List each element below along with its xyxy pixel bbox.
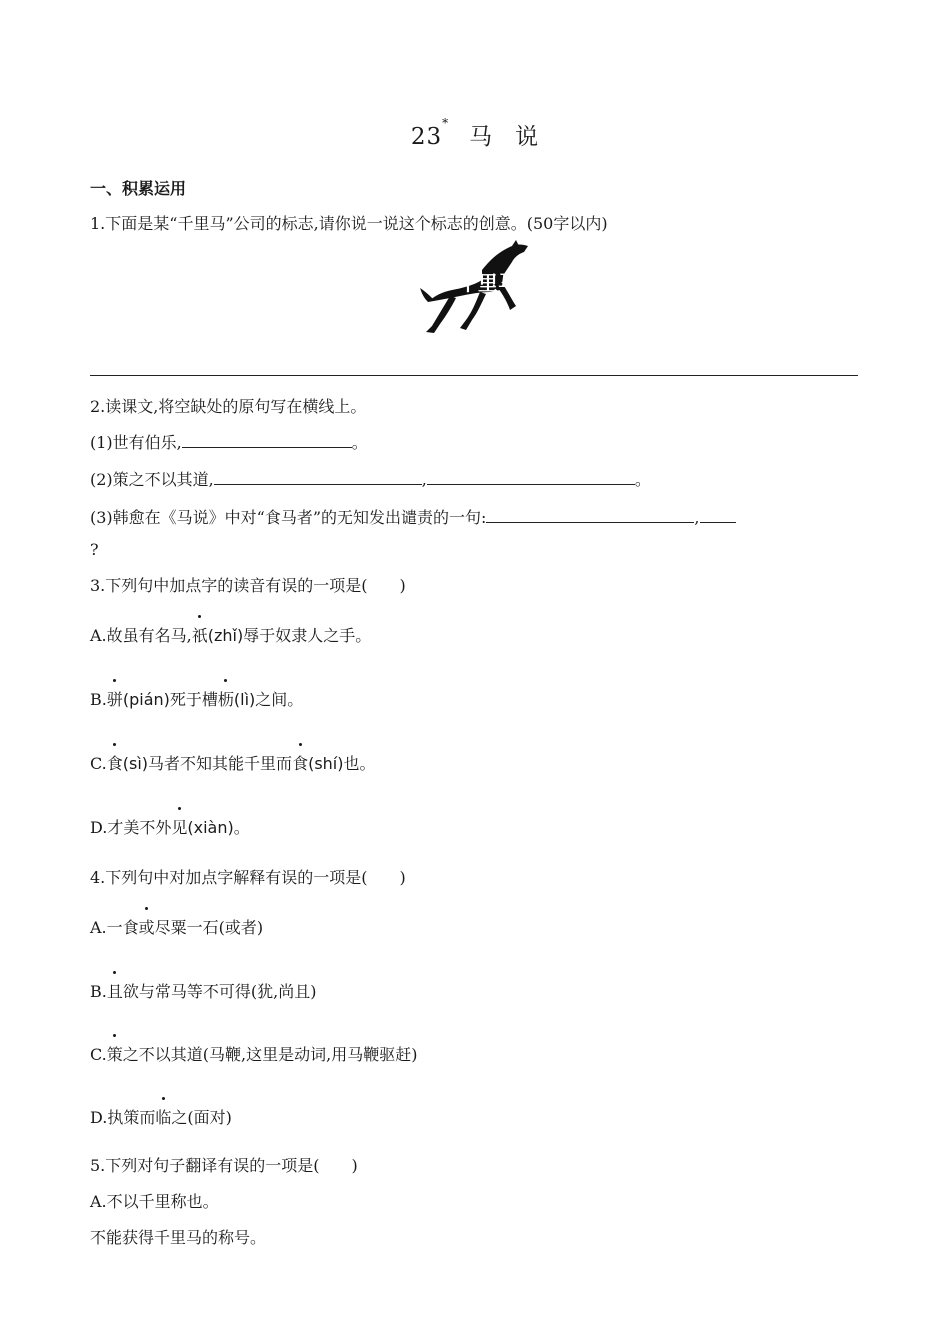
punct: 。 xyxy=(351,433,368,452)
q3-option-b xyxy=(90,687,303,710)
q2-item-2 xyxy=(90,467,651,490)
option-text: A.故虽有名马, xyxy=(90,626,192,645)
option-text: D.才美不外 xyxy=(90,818,172,837)
dotted-char: 骈 xyxy=(107,687,123,710)
q2-item-2-text: (2)策之不以其道, xyxy=(90,470,214,489)
q5-stem: 5.下列对句子翻译有误的一项是( ) xyxy=(90,1156,358,1175)
q5-option-a: A.不以千里称也。 xyxy=(90,1192,219,1211)
punct: 。 xyxy=(634,470,651,489)
q2-item-1-text: (1)世有伯乐, xyxy=(90,433,182,452)
title-word-2: 说 xyxy=(515,124,540,150)
section-heading: 一、积累运用 xyxy=(90,179,187,198)
option-text: 之间。 xyxy=(255,690,304,709)
option-text: B. xyxy=(90,690,107,709)
title-word-1: 马 xyxy=(469,124,494,150)
q4-stem: 4.下列句中对加点字解释有误的一项是( ) xyxy=(90,868,406,887)
option-text: C. xyxy=(90,1045,107,1064)
option-text: 马者不知其能千里而 xyxy=(148,754,293,773)
punct: , xyxy=(421,470,427,489)
dotted-char: 食 xyxy=(292,751,308,774)
option-text: D.执策而 xyxy=(90,1108,156,1127)
q1-stem: 1.下面是某“千里马”公司的标志,请你说一说这个标志的创意。(50字以内) xyxy=(90,214,608,233)
option-text: B. xyxy=(90,982,107,1001)
dotted-char: 策 xyxy=(107,1042,123,1065)
q2-item-3-text: (3)韩愈在《马说》中对“食马者”的无知发出谴责的一句: xyxy=(90,508,487,527)
fill-blank[interactable] xyxy=(182,433,352,448)
option-text: 欲与常马等不可得(犹,尚且) xyxy=(122,982,317,1001)
dotted-char: 或 xyxy=(139,915,155,938)
answer-line xyxy=(90,375,858,376)
pinyin: (xiàn) xyxy=(187,818,234,837)
dotted-char: 祇 xyxy=(192,623,208,646)
logo-text: 千里马 xyxy=(458,271,518,295)
q2-item-3-end: ? xyxy=(90,540,99,559)
fill-blank[interactable] xyxy=(700,508,736,523)
q2-stem: 2.读课文,将空缺处的原句写在横线上。 xyxy=(90,397,367,416)
q4-option-a xyxy=(90,915,263,938)
q4-option-c xyxy=(90,1042,417,1065)
q3-option-a xyxy=(90,623,371,646)
q2-item-3 xyxy=(90,505,736,528)
q3-option-d xyxy=(90,815,250,838)
dotted-char: 且 xyxy=(107,979,123,1002)
q5-option-a-translation: 不能获得千里马的称号。 xyxy=(90,1228,267,1247)
dotted-char: 枥 xyxy=(218,687,234,710)
q4-option-b xyxy=(90,979,316,1002)
option-text: 尽粟一石(或者) xyxy=(154,918,264,937)
lesson-mark: * xyxy=(442,116,450,130)
pinyin: (lì) xyxy=(233,690,256,709)
lesson-number: 23 xyxy=(410,124,443,150)
horse-logo-image xyxy=(420,240,535,336)
fill-blank[interactable] xyxy=(214,470,422,485)
fill-blank[interactable] xyxy=(486,508,694,523)
pinyin: (zhǐ) xyxy=(207,626,244,645)
option-text: 之(面对) xyxy=(171,1108,232,1127)
fill-blank[interactable] xyxy=(427,470,635,485)
pinyin: (shí) xyxy=(308,754,344,773)
q2-item-1 xyxy=(90,430,368,453)
page-title xyxy=(0,118,950,151)
pinyin: (pián) xyxy=(122,690,170,709)
option-text: C. xyxy=(90,754,107,773)
dotted-char: 见 xyxy=(171,815,187,838)
option-text: 辱于奴隶人之手。 xyxy=(243,626,372,645)
pinyin: (sì) xyxy=(122,754,149,773)
option-text: 死于槽 xyxy=(169,690,218,709)
option-text: 也。 xyxy=(343,754,376,773)
q3-stem: 3.下列句中加点字的读音有误的一项是( ) xyxy=(90,576,406,595)
option-text: 。 xyxy=(233,818,250,837)
q4-option-d xyxy=(90,1105,232,1128)
option-text: 之不以其道(马鞭,这里是动词,用马鞭驱赶) xyxy=(122,1045,418,1064)
q3-option-c xyxy=(90,751,376,774)
dotted-char: 食 xyxy=(107,751,123,774)
option-text: A.一食 xyxy=(90,918,139,937)
punct: , xyxy=(694,508,700,527)
dotted-char: 临 xyxy=(155,1105,171,1128)
